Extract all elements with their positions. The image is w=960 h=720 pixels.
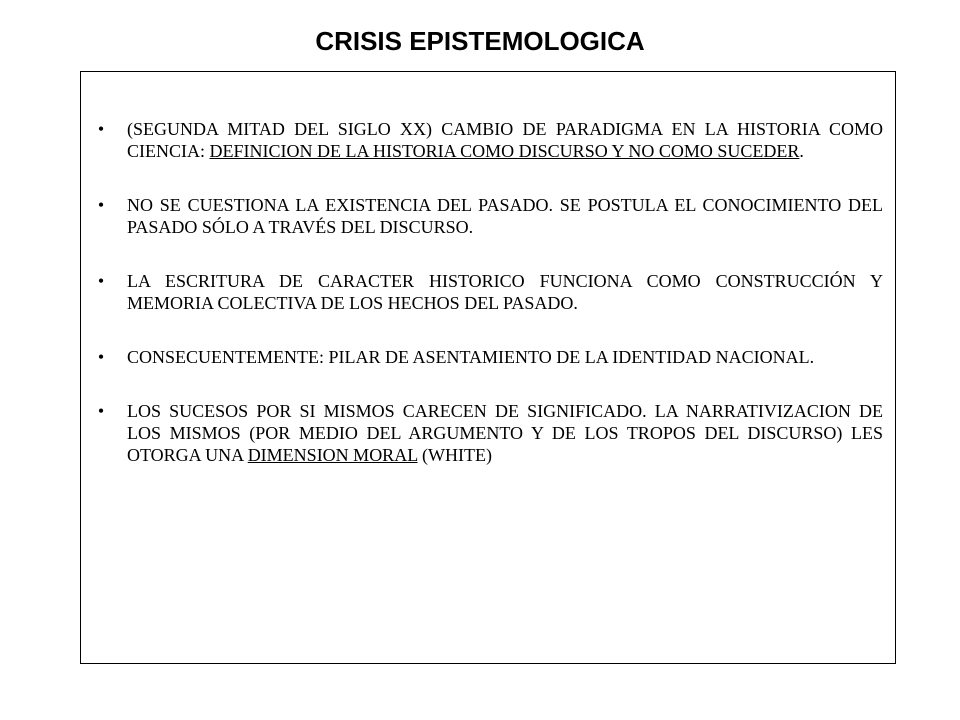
bullet-text: (SEGUNDA MITAD DEL SIGLO XX) CAMBIO DE PARADIGMA EN LA HISTORIA COMO CIENCIA:	[127, 119, 883, 161]
bullet-text: CONSECUENTEMENTE: PILAR DE ASENTAMIENTO DE LA IDENTIDAD NACIONAL.	[127, 347, 815, 367]
bullet-item-3	[81, 270, 895, 314]
bullet-item-5	[81, 400, 895, 466]
bullet-text: LOS SUCESOS POR SI MISMOS CARECEN DE SIGNIFICADO. LA NARRATIVIZACION DE LOS MISMOS (POR MEDIO DEL ARGUMENTO Y DE LOS TROPOS DEL DISCURSO) LES OTORGA UNA	[127, 401, 883, 465]
bullet-text-end: .	[799, 141, 804, 161]
bullet-icon: •	[97, 119, 105, 139]
bullet-icon: •	[97, 195, 105, 215]
bullet-text: NO SE CUESTIONA LA EXISTENCIA DEL PASADO. SE POSTULA EL CONOCIMIENTO DEL PASADO SÓLO A TRAVÉS DEL DISCURSO.	[127, 195, 883, 237]
bullet-icon: •	[97, 271, 105, 291]
bullet-icon: •	[97, 347, 105, 367]
bullet-item-1	[81, 118, 895, 162]
bullet-underlined-text: DEFINICION DE LA HISTORIA COMO DISCURSO Y NO COMO SUCEDER	[209, 141, 800, 161]
bullet-list	[81, 118, 895, 498]
bullet-text-end: (WHITE)	[417, 445, 492, 465]
bullet-underlined-text: DIMENSION MORAL	[247, 445, 418, 465]
slide-title: CRISIS EPISTEMOLOGICA	[315, 26, 645, 56]
content-box	[80, 71, 896, 664]
bullet-text: LA ESCRITURA DE CARACTER HISTORICO FUNCIONA COMO CONSTRUCCIÓN Y MEMORIA COLECTIVA DE LOS HECHOS DEL PASADO.	[127, 271, 883, 313]
bullet-item-2	[81, 194, 895, 238]
bullet-item-4	[81, 346, 895, 368]
bullet-icon: •	[97, 401, 105, 421]
